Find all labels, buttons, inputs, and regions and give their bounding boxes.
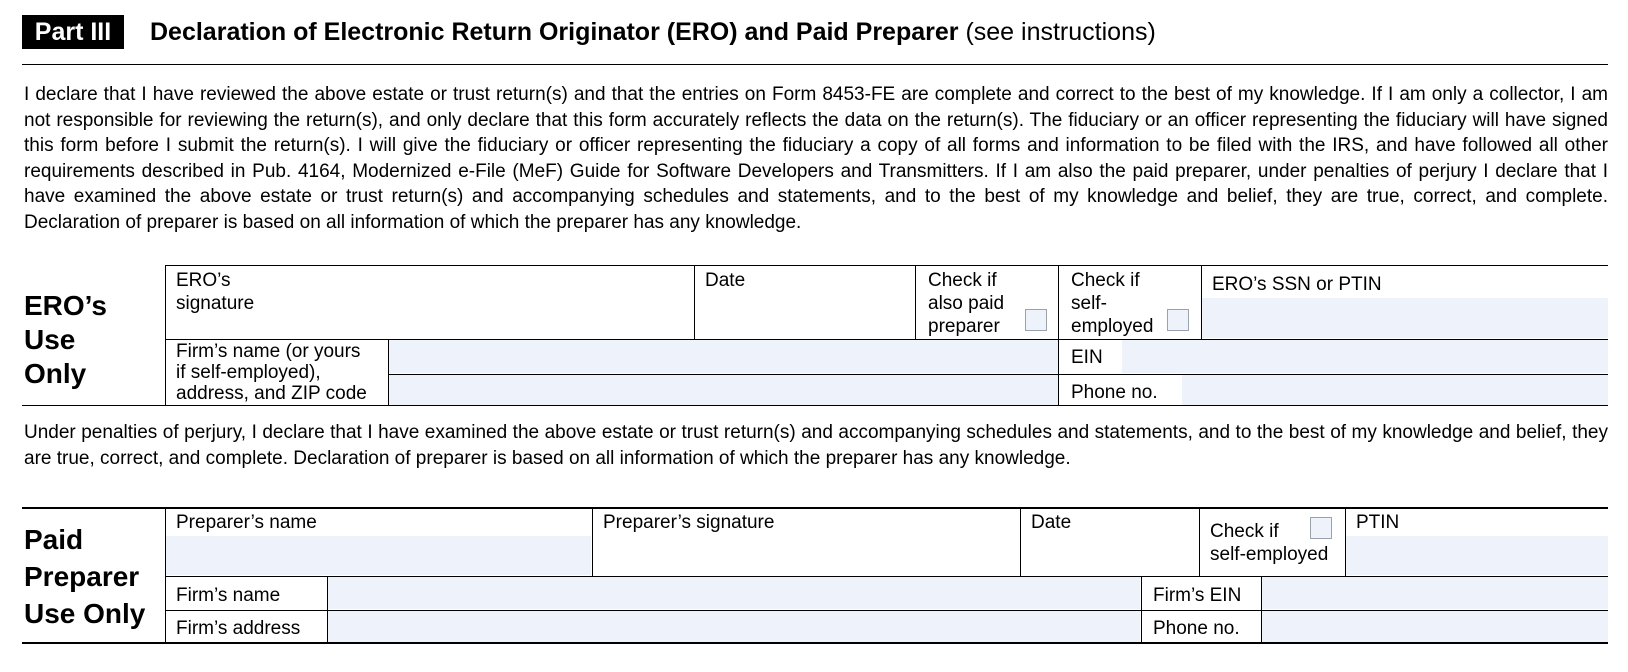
part-badge	[22, 15, 124, 49]
header-rule	[22, 64, 1608, 65]
ero-section-heading	[24, 289, 107, 391]
firm-ein-label: Firm’s EIN	[1153, 585, 1242, 606]
ero-date-label: Date	[705, 270, 746, 291]
ero-firm-divider	[388, 339, 389, 405]
part-label: Part III	[34, 18, 112, 46]
ero-heading-line3: Only	[24, 358, 87, 389]
ero-ein-label: EIN	[1071, 347, 1103, 368]
ero-signature-label: ERO’s signature	[176, 270, 255, 314]
part-title-note: (see instructions)	[965, 18, 1156, 46]
preparer-section-heading	[24, 521, 145, 632]
preparer-declaration-text: Under penalties of perjury, I declare that I have examined the above estate or trust return(s) and accompanying schedules and statements, and to the best of my knowledge and belief, they are true, correct, and complete. Declaration of preparer is based on all information of which the preparer has any knowledge.	[24, 422, 1608, 469]
firm-address-label: Firm’s address	[176, 618, 301, 639]
ero-firm-name-field[interactable]	[388, 340, 1058, 373]
preparer-date-label: Date	[1031, 512, 1072, 533]
preparer-heading-line3: Use Only	[24, 598, 146, 629]
preparer-ptin-field[interactable]	[1346, 536, 1608, 575]
ero-ssn-ptin-label: ERO’s SSN or PTIN	[1212, 274, 1382, 295]
ero-bottom-rule	[22, 405, 1608, 406]
ero-date-field[interactable]	[695, 300, 914, 338]
preparer-ptin-label: PTIN	[1356, 512, 1400, 533]
preparer-heading-line1: Paid	[24, 524, 84, 555]
also-paid-preparer-checkbox[interactable]	[1025, 309, 1047, 331]
ero-check-paid-divider	[915, 265, 916, 339]
firm-phone-field[interactable]	[1262, 611, 1608, 642]
ero-heading-line1: ERO’s	[24, 290, 107, 321]
preparer-bottom-rule	[22, 642, 1608, 644]
ero-declaration-text: I declare that I have reviewed the above estate or trust return(s) and that the entries on Form 8453-FE are complete and correct to the best of my knowledge. If I am only a collector, I am not responsible for reviewing the return(s), and only declare that this form accurately reflects the data on the return(s). The fiduciary or an officer representing the fiduciary will have signed this form before I submit the return(s). I will give the fiduciary or officer representing the fiduciary a copy of all forms and information to be filed with the IRS, and have followed all other requirements described in Pub. 4164, Modernized e-File (MeF) Guide for Software Developers and Transmitters. If I am also the paid preparer, under penalties of perjury I declare that I have examined the above estate or trust return(s) and accompanying schedules and statements, and to the best of my knowledge and belief, they are true, correct, and complete. Declaration of preparer is based on all information of which the preparer has any knowledge.	[24, 84, 1608, 233]
ero-top-rule	[165, 265, 1608, 266]
ero-signature-field[interactable]	[166, 312, 693, 338]
part-title	[150, 15, 1156, 49]
ero-check-self-divider	[1058, 265, 1059, 405]
ero-ssn-ptin-field[interactable]	[1202, 298, 1608, 338]
preparer-check-label: Check if self-employed	[1210, 521, 1329, 565]
ero-phone-label: Phone no.	[1071, 382, 1158, 403]
preparer-name-label: Preparer’s name	[176, 512, 317, 533]
ero-check-self-label: Check if self- employed	[1071, 270, 1154, 337]
firm-name-field[interactable]	[328, 577, 1140, 609]
firm-name-label: Firm’s name	[176, 585, 281, 606]
firm-label-divider	[327, 576, 328, 643]
preparer-heading-line2: Preparer	[24, 561, 140, 592]
preparer-signature-field[interactable]	[593, 536, 1019, 575]
part-title-text: Declaration of Electronic Return Originator (ERO) and Paid Preparer	[150, 18, 959, 46]
firm-ein-field[interactable]	[1262, 577, 1608, 609]
preparer-signature-label: Preparer’s signature	[603, 512, 775, 533]
ero-heading-line2: Use	[24, 324, 76, 355]
preparer-check-divider	[1199, 508, 1200, 576]
ero-firm-address-field[interactable]	[388, 375, 1058, 405]
firm-ein-value-divider	[1261, 576, 1262, 643]
ero-check-paid-label: Check if also paid preparer	[928, 270, 1005, 337]
preparer-date-field[interactable]	[1021, 536, 1198, 575]
preparer-self-employed-checkbox[interactable]	[1310, 517, 1332, 539]
ero-self-employed-checkbox[interactable]	[1167, 309, 1189, 331]
firm-phone-label: Phone no.	[1153, 618, 1240, 639]
preparer-name-field[interactable]	[166, 536, 591, 575]
preparer-top-rule	[22, 507, 1608, 509]
firm-address-field[interactable]	[328, 611, 1140, 642]
ero-ein-field[interactable]	[1122, 340, 1608, 373]
firm-ein-divider	[1141, 576, 1142, 643]
ero-firm-label: Firm’s name (or yours if self-employed), address, and ZIP code	[176, 341, 367, 404]
ero-phone-field[interactable]	[1182, 375, 1608, 405]
